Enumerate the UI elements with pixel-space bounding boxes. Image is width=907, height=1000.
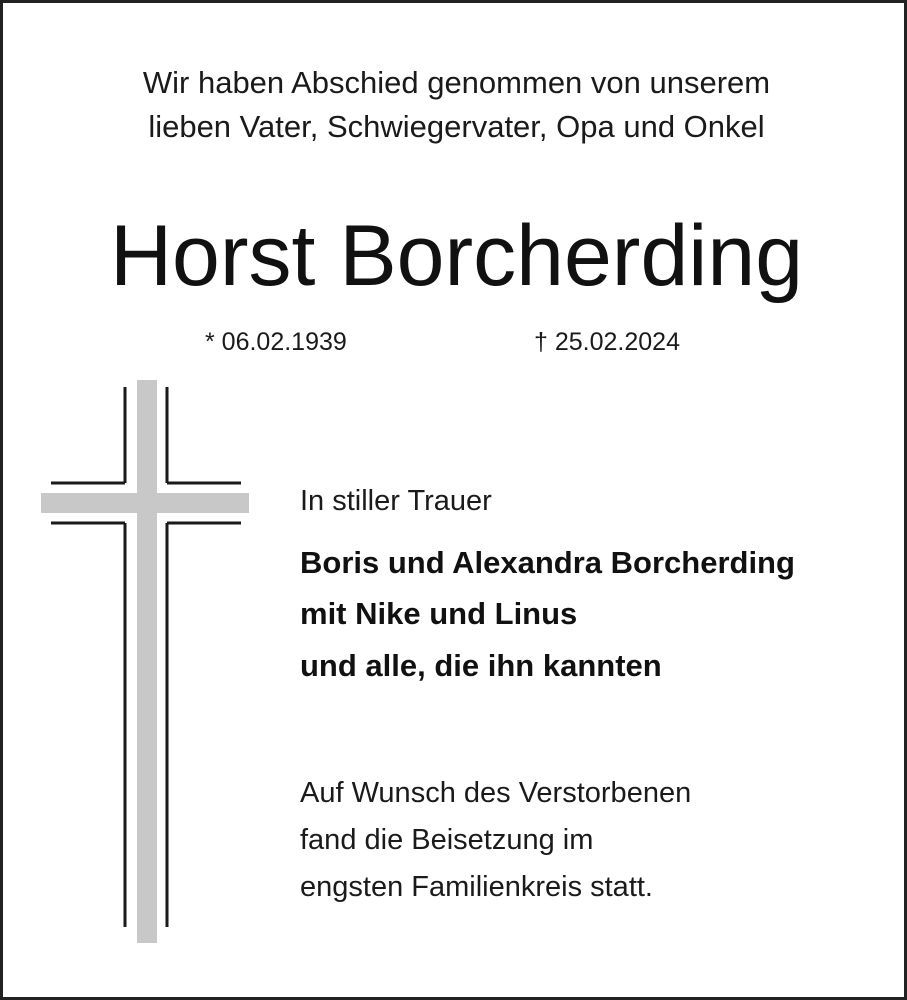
intro-line-1: Wir haben Abschied genommen von unserem	[142, 65, 771, 100]
mourner-line-3: und alle, die ihn kannten	[300, 648, 662, 683]
intro-line-2: lieben Vater, Schwiegervater, Opa und Onkel	[148, 109, 765, 144]
note-line-1: Auf Wunsch des Verstorbenen	[300, 777, 692, 809]
cross-icon	[33, 375, 263, 950]
mourner-line-1: Boris und Alexandra Borcherding	[300, 545, 795, 580]
deceased-name: Horst Borcherding	[109, 208, 804, 304]
death-date: † 25.02.2024	[534, 328, 680, 356]
mourning-label: In stiller Trauer	[300, 485, 492, 517]
birth-date: * 06.02.1939	[205, 328, 347, 356]
mourner-line-2: mit Nike und Linus	[300, 596, 578, 631]
note-line-2: fand die Beisetzung im	[300, 824, 594, 856]
note-line-3: engsten Familienkreis statt.	[300, 871, 653, 903]
